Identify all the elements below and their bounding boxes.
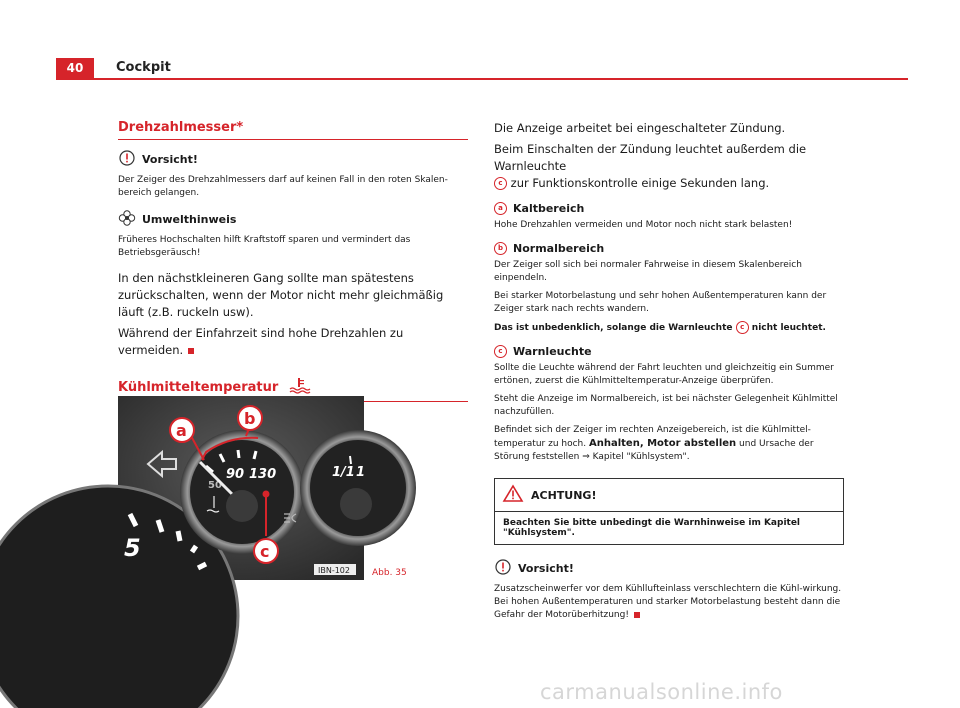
tacho-digit: 5 <box>124 534 141 562</box>
caution-2-text-body: Zusatzscheinwerfer vor dem Kühllufteinlass verschlechtern die Kühl-wirkung. Bei hohen Außentemperaturen und starker Motorbelastung besteht dann die Gefahr der Motorüberhitzung! <box>494 584 842 620</box>
normalbereich-bold-note <box>494 321 844 335</box>
end-mark-icon <box>188 348 194 354</box>
section-title-kuehlmittel-text: Kühlmitteltemperatur <box>118 379 279 395</box>
watermark: carmanualsonline.info <box>540 680 783 704</box>
figure-label-b: b <box>244 409 256 428</box>
kaltbereich-text: Hohe Drehzahlen vermeiden und Motor noch nicht stark belasten! <box>494 220 793 230</box>
normalbereich-text-1: Der Zeiger soll sich bei normaler Fahrweise in diesem Skalenbereich einpendeln. <box>494 260 802 283</box>
coolant-temperature-icon <box>288 377 310 397</box>
gauge-label-130: 130 <box>249 467 277 482</box>
intro-paragraph-2b: zur Funktionskontrolle einige Sekunden lang. <box>510 176 770 190</box>
figure-label-a: a <box>176 421 187 440</box>
header-rule <box>56 78 908 80</box>
environment-text: Früheres Hochschalten hilft Kraftstoff sparen und vermindert das Betriebsgeräusch! <box>118 235 411 258</box>
body-paragraph-2 <box>118 325 468 359</box>
figure-label-c: c <box>260 542 270 561</box>
intro-paragraph-2a: Beim Einschalten der Zündung leuchtet außerdem die Warnleuchte <box>494 142 807 173</box>
caution-text: Der Zeiger des Drehzahlmessers darf auf keinen Fall in den roten Skalen-bereich gelangen. <box>118 175 448 198</box>
badge-c: c <box>494 345 507 358</box>
figure-caption: Abb. 35 <box>372 568 407 578</box>
section-title-drehzahlmesser: Drehzahlmesser* <box>118 120 468 140</box>
normalbereich-text-2: Bei starker Motorbelastung und sehr hohen Außentemperaturen kann der Zeiger stark nach rechts wandern. <box>494 291 827 314</box>
figure-code: IBN-102 <box>318 566 350 575</box>
achtung-box <box>494 478 844 545</box>
gauge-label-90: 90 <box>226 467 245 482</box>
caution-2-heading <box>494 559 844 578</box>
caution-2-text <box>494 583 844 622</box>
caution-2-title: Vorsicht! <box>518 562 574 575</box>
environment-heading <box>118 210 468 229</box>
achtung-text: Beachten Sie bitte unbedingt die Warnhinweise im Kapitel "Kühlsystem". <box>503 518 801 538</box>
warnleuchte-heading <box>494 345 844 358</box>
warnleuchte-text-2: Steht die Anzeige im Normalbereich, ist bei nächster Gelegenheit Kühlmittel nachzufüllen. <box>494 394 838 417</box>
kaltbereich-title: Kaltbereich <box>513 202 585 215</box>
normalbereich-bold-b: nicht leuchtet. <box>751 323 826 333</box>
intro-paragraph-2 <box>494 141 844 192</box>
badge-c-note: c <box>736 321 749 334</box>
right-column <box>494 120 844 632</box>
fuel-mark-2: 1 <box>356 465 366 480</box>
page-number: 40 <box>56 58 94 78</box>
warnleuchte-text-3-bold: Anhalten, Motor abstellen <box>588 438 737 449</box>
left-column <box>118 120 468 412</box>
caution-2-icon <box>494 559 512 578</box>
warnleuchte-text-1: Sollte die Leuchte während der Fahrt leuchten und gleichzeitig ein Summer ertönen, zuerst die Kühlmitteltemperatur-Anzeige überprüfen. <box>494 363 834 386</box>
warning-triangle-icon <box>503 485 523 505</box>
intro-paragraph-1: Die Anzeige arbeitet bei eingeschalteter Zündung. <box>494 121 786 135</box>
badge-a: a <box>494 202 507 215</box>
warnleuchte-text-3a: Befindet sich der Zeiger im rechten Anzeigebereich, ist die Kühlmittel-temperatur zu hoch. <box>494 425 811 449</box>
environment-title: Umwelthinweis <box>142 213 237 226</box>
kaltbereich-heading <box>494 202 844 215</box>
fuel-mark: 1/1 <box>332 465 355 480</box>
achtung-title: ACHTUNG! <box>531 488 597 502</box>
normalbereich-title: Normalbereich <box>513 242 605 255</box>
flower-icon <box>118 210 136 229</box>
badge-b: b <box>494 242 507 255</box>
warnleuchte-text-3 <box>494 424 844 464</box>
gauge-label-50: 50 <box>208 480 222 491</box>
normalbereich-bold-a: Das ist unbedenklich, solange die Warnleuchte <box>494 323 733 333</box>
body-paragraph-1: In den nächstkleineren Gang sollte man spätestens zurückschalten, wenn der Motor nicht mehr gleichmäßig läuft (z.B. ruckeln usw). <box>118 271 444 319</box>
end-mark-icon-2 <box>634 612 640 618</box>
header-title: Cockpit <box>116 60 171 75</box>
caution-title: Vorsicht! <box>142 153 198 166</box>
body-paragraph-2-text: Während der Einfahrzeit sind hohe Drehzahlen zu vermeiden. <box>118 326 404 357</box>
caution-heading <box>118 150 468 169</box>
achtung-heading <box>495 479 843 512</box>
badge-c-inline: c <box>494 177 507 190</box>
instrument-cluster-figure <box>118 396 364 580</box>
warnleuchte-text-3b: und Ursache der Störung feststellen ⇒ Kapitel "Kühlsystem". <box>494 439 814 462</box>
caution-icon <box>118 150 136 169</box>
warnleuchte-title: Warnleuchte <box>513 345 592 358</box>
normalbereich-heading <box>494 242 844 255</box>
